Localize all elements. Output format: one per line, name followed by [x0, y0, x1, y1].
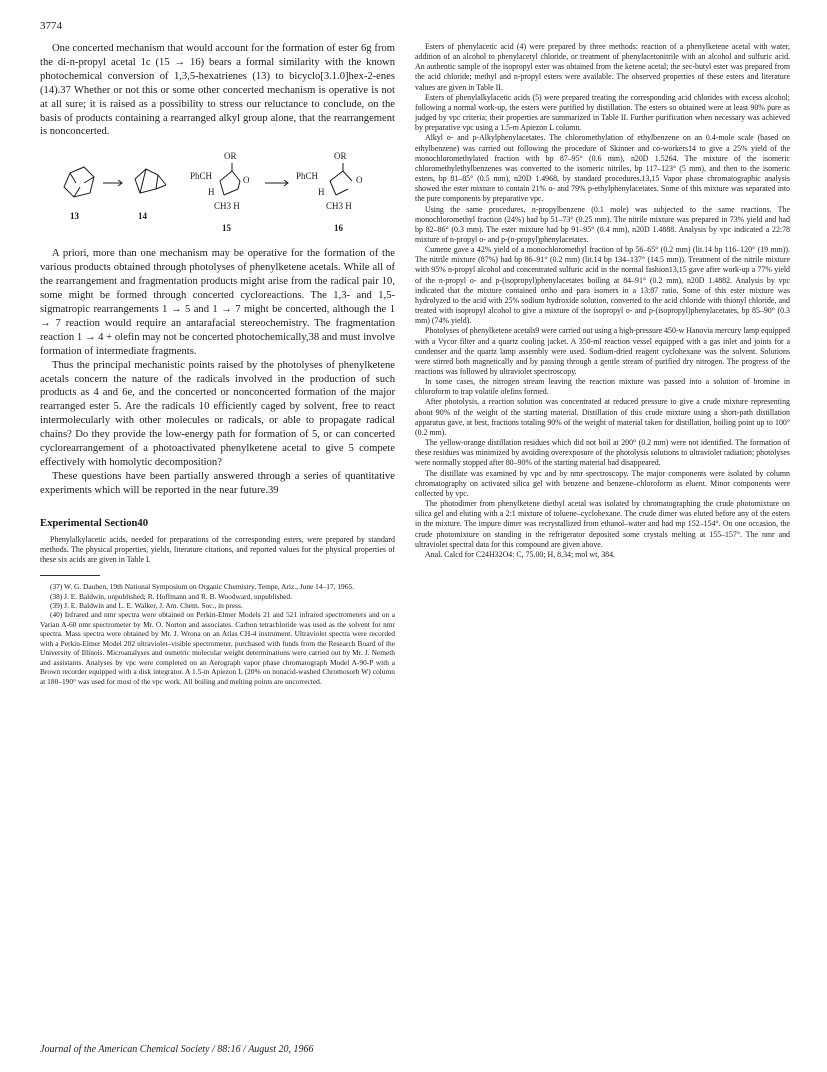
atom-o: O — [243, 175, 250, 186]
paragraph: The distillate was examined by vpc and by nmr spectroscopy. The major components were isolated by column chromatography on activated silica gel with benzene and benzene–chloroform as eluent. Minor components were collected by vpc. — [415, 468, 790, 498]
compound-label-15: 15 — [222, 223, 231, 234]
compound-label-13: 13 — [70, 211, 79, 222]
paragraph: One concerted mechanism that would account for the formation of ester 6g from the di-n-propyl acetal 1c (15 → 16) bears a formal similarity with the known photochemical conversion of 1,3,5-hexatrienes (13) to bicyclo[3.1.0]hex-2-enes (14).37 Whether or not this or some other concerted mechanism is operative is not at all sure; it is raised as a possibility to stress our reluctance to conclude, on the basis of products containing a rearranged alkyl group alone, that the rearrangement is nonconcerted. — [40, 43, 395, 138]
footnote: (40) Infrared and nmr spectra were obtained on Perkin-Elmer Models 21 and 521 infrared spectrometers and on a Varian A-60 nmr spectrometer by Mr. O. Norton and associates. Carbon tetrachloride was used as the solvent for nmr spectra. Mass spectra were obtained by Mr. J. Wrona on an Atlas CH-4 instrument. Ultraviolet spectra were recorded with a Perkin-Elmer Model 202 ultraviolet–visible spectrometer, purchased with funds from the Research Board of the University of Illinois. Microanalyses and osmetric molecular weight determinations were carried out by Mr. J. Nemeth and assistants. Analyses by vpc were completed on an Aerograph vapor phase chromatograph Model A-90-P with a Brown recorder equipped with a disk integrator. A 1.5-m Apiezon L (20% on nonacid-washed Chromosorb W) column at 180–190° was used for most of the vpc work. All boiling and melting points are uncorrected. — [40, 610, 395, 686]
reaction-scheme-drawing — [40, 149, 395, 241]
paragraph: Esters of phenylacetic acid (4) were prepared by three methods: reaction of a phenylketene acetal with water, addition of an alcohol to phenylacetyl chloride, or treatment of phenylacetonitrile with an alcohol and sulfuric acid. An authentic sample of the isopropyl ester was obtained from the ketene acetal; the sec-butyl ester was prepared from the acid chloride; methyl and n-propyl esters were available. The observed properties of these esters and literature values are given in Table II. — [415, 42, 790, 92]
footnote: (37) W. G. Dauben, 19th National Symposium on Organic Chemistry, Tempe, Ariz., June 14–17, 1965. — [50, 582, 354, 592]
journal-footer: Journal of the American Chemical Society / 88:16 / August 20, 1966 — [40, 1044, 314, 1055]
acetal-15-bonds — [220, 171, 232, 181]
substituent-or: OR — [224, 151, 237, 162]
footnote-divider — [40, 575, 100, 576]
compound-label-14: 14 — [138, 211, 147, 222]
bicyclohexene-14-ring — [135, 169, 158, 193]
footnote: (38) J. E. Baldwin, unpublished; R. Hoffmann and R. B. Woodward, unpublished. — [50, 591, 292, 601]
paragraph: Photolyses of phenylketene acetals9 were carried out using a high-pressure 450-w Hanovia mercury lamp equipped with a Vycor filter and a quartz cooling jacket. A 350-ml reaction vessel equipped with a gas inlet and joints for a condenser and the quartz lamp assembly were used. Sodium-dried reagent cyclohexane was the solvent. Solutions were stirred both magnetically and by passing through a gentle stream of purified dry nitrogen. The progress of the reactions was followed by ultraviolet spectroscopy. — [415, 326, 790, 376]
paragraph: In some cases, the nitrogen stream leaving the reaction mixture was passed into a solution of bromine in chloroform to trap volatile olefins formed. — [415, 377, 790, 397]
page-number: 3774 — [40, 20, 62, 32]
paragraph: Anal. Calcd for C24H32O4: C, 75.00; H, 8.34; mol wt, 384. — [425, 549, 616, 559]
substituent-ch3-h: CH3 H — [214, 201, 240, 212]
substituent-phch: PhCH — [190, 171, 213, 182]
left-column — [40, 42, 395, 686]
paragraph: The yellow-orange distillation residues which did not boil at 200° (0.2 mm) were not identified. The formation of these residues was minimized by avoiding overexposure of the photolysis solutions to ultraviolet radiation; photolyses were normally stopped after 80–90% of the starting material had disappeared. — [415, 438, 790, 468]
right-column — [415, 42, 790, 560]
paragraph: Thus the principal mechanistic points raised by the photolyses of phenylketene acetals concern the nature of the radicals involved in the production of such products as 4 and 6e, and the concerted or nonconcerted formation of the major rearranged ester 5. Are the radicals 10 efficiently caged by solvent, free to react intermolecularly with other molecules or radicals, or able to propagate radical chains? Do they provide the low-energy path for formation of 5, or can concerted cyclorearrangement of a photoactivated phenylketene acetal to give 5 compete effectively with homolytic decomposition? — [40, 359, 395, 468]
atom-o: O — [356, 175, 363, 186]
compound-label-16: 16 — [334, 223, 343, 234]
section-heading: Experimental Section40 — [40, 517, 148, 529]
paragraph: After photolysis, a reaction solution was concentrated at reduced pressure to give a crude mixture representing about 90% of the weight of the starting material. Distillation of this crude mixture using a short-path distillation apparatus gave, at best, fractions totaling 90% of the weight of material taken for distillation, boiling point up to 100° (0.2 mm). — [415, 397, 790, 437]
hexatriene-13-ring — [64, 167, 94, 197]
paragraph: The photodimer from phenylketene diethyl acetal was isolated by chromatographing the crude photomixture on silica gel and eluting with a 2:1 mixture of toluene–cyclohexane. The crude dimer was eluted before any of the esters in the mixture. The impure dimer was recrystallized from ethanol–water and had mp 152–154°. On one occasion, the crude photomixture on standing in the refrigerator deposited some crystals melting at 155–157°. The nmr and ultraviolet spectral data for this compound are given above. — [415, 499, 790, 549]
atom-h: H — [318, 187, 325, 198]
paragraph: A priori, more than one mechanism may be operative for the formation of the various products obtained through photolyses of phenylketene acetals. While all of the rearrangement and fragmentation products might arise from the radical pair 10, some might be formed through concerted cycloreactions. The 1,3- and 1,5-sigmatropic rearrangements 1 → 5 and 1 → 7 might be concerted, although the 1 → 7 reaction would require an antarafacial stereochemistry. The fragmentation reaction 1 → 4 + olefin may not be concerted photochemically,38 and must involve formation of intermediate fragments. — [40, 248, 395, 357]
substituent-or: OR — [334, 151, 347, 162]
footnote: (39) J. E. Baldwin and L. E. Walker, J. Am. Chem. Soc., in press. — [50, 601, 243, 611]
substituent-phch: PhCH — [296, 171, 319, 182]
paragraph: Phenylalkylacetic acids, needed for preparations of the corresponding esters, were prepared by standard methods. The physical properties, yields, literature citations, and reported values for the physical properties of these six acids are given in Table I. — [40, 534, 395, 564]
paragraph: Alkyl o- and p-Alkylphenylacetates. The chloromethylation of ethylbenzene on an 0.4-mole scale (based on ethylbenzene) was carried out following the procedure of Skinner and co-workers14 to give a 25% yield of the monochloromethylated fraction with bp 87–95° (0.6 mm), n20D 1.5264. The mixture of the isomeric chloromethylethylbenzenes was converted to the isomeric nitriles, bp 117–123° (5 mm), and then to the isomeric esters, bp 81–85° (0.5 mm), n20D 1.4968, by standard procedures.13,15 Vapor phase chromatographic analysis showed the ester mixture to contain 21% o- and 79% p-ethylphenylacetates. Some of this mixture was separated into the pure components by preparative vpc. — [415, 133, 790, 204]
reaction-scheme — [40, 149, 395, 241]
paragraph: These questions have been partially answered through a series of quantitative experiments which will be reported in the near future.39 — [40, 470, 395, 496]
paragraph: Using the same procedures, n-propylbenzene (0.1 mole) was subjected to the same reactions. The monochloromethyl fraction (24%) had bp 51–73° (0.25 mm). The nitrile mixture was prepared in 73% yield and had bp 82–86° (0.3 mm). The ester mixture had bp 91–95° (0.4 mm), n20D 1.4888. Analysis by vpc indicated a 22:78 mixture of n-propyl o- and p-(n-propyl)phenylacetates. — [415, 204, 790, 244]
product-16-bonds — [330, 171, 343, 181]
paragraph: Esters of phenylalkylacetic acids (5) were prepared treating the corresponding acid chlorides with excess alcohol; following a normal work-up, the esters were purified by distillation. The esters so obtained were at least 90% pure as judged by vpc criteria; their properties are summarized in Table II. Further purification when necessary was achieved by preparative vpc using a 1.5-m Apiezon L column. — [415, 92, 790, 133]
paragraph: Cumene gave a 42% yield of a monochloromethyl fraction of bp 56–65° (0.2 mm) (lit.14 bp 116–120° (19 mm)). The nitrile mixture (87%) had bp 86–91° (0.2 mm) (lit.14 bp 134–137° (14.5 mm)). Treatment of the nitrile mixture with 95% n-propyl alcohol and concentrated sulfuric acid in the normal fashion13,15 gave after work-up a 77% yield of the n-propyl o- and p-(isopropyl)phenylacetates boiling at 84–91° (0.2 mm), n20D 1.4882. Analysis by vpc indicated that the mixture contained ortho and para isomers in a 13:87 ratio. Some of this ester mixture was hydrolyzed to the acid with 25% sodium hydroxide solution, converted to the acid chloride with thionyl chloride, and treated with isopropyl alcohol to give a mixture of the isopropyl o- and p-(isopropyl)phenylacetates, bp 85–90° (0.3 mm) (74% yield). — [415, 245, 790, 326]
substituent-ch3-h: CH3 H — [326, 201, 352, 212]
atom-h: H — [208, 187, 215, 198]
